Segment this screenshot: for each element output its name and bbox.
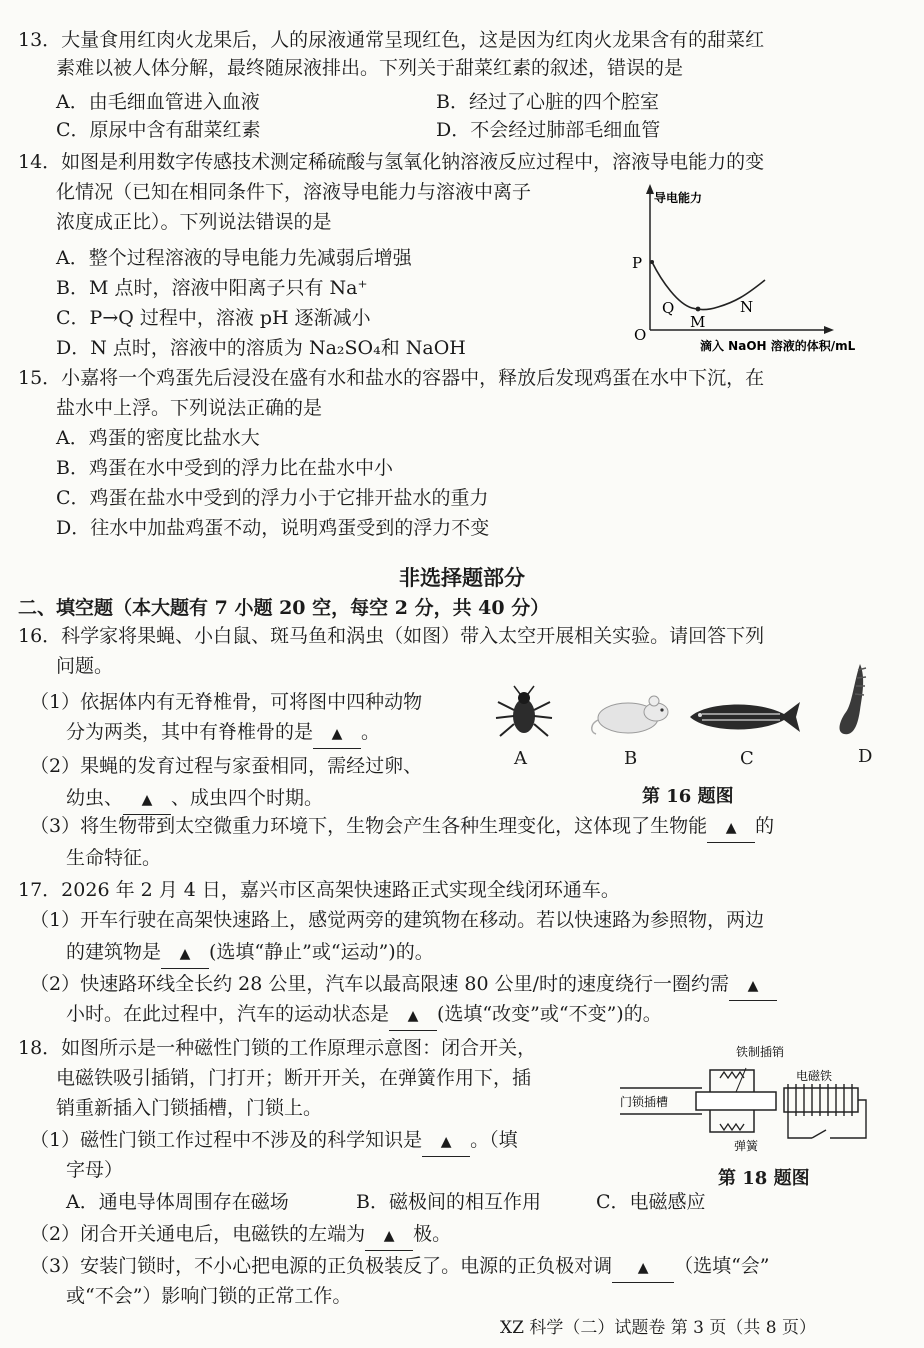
point-q-label: Q <box>662 299 675 317</box>
q13-stem-line1: 13．大量食用红肉火龙果后，人的尿液通常呈现红色，这是因为红肉火龙果含有的甜菜红 <box>18 29 765 51</box>
q16-sub1-line2 <box>66 718 380 749</box>
q16-answer-blank-3[interactable]: ▲ <box>707 814 755 843</box>
q17-answer-blank-3[interactable]: ▲ <box>389 1002 437 1031</box>
q15-option-a: A．鸡蛋的密度比盐水大 <box>56 427 260 449</box>
q18-sub2-text: （2）闭合开关通电后，电磁铁的左端为 <box>30 1223 366 1245</box>
q17-answer-blank-2[interactable]: ▲ <box>729 972 777 1001</box>
point-m-label: M <box>690 313 706 331</box>
switch <box>812 1130 826 1138</box>
q17-sub1-text: 的建筑物是 <box>66 941 162 963</box>
q18-sub1-text: （1）磁性门锁工作过程中不涉及的科学知识是 <box>30 1129 423 1151</box>
x-axis-arrow <box>824 326 834 334</box>
part2-title: 二、填空题（本大题有 7 小题 20 空，每空 2 分，共 40 分） <box>18 597 550 619</box>
q18-door-lock-diagram <box>616 1042 886 1160</box>
q14-stem-line2: 化情况（已知在相同条件下，溶液导电能力与溶液中离子 <box>56 181 532 203</box>
point-p-label: P <box>632 254 643 272</box>
q18-sub2-end: 极。 <box>413 1223 452 1245</box>
q18-answer-blank-1[interactable]: ▲ <box>422 1128 470 1157</box>
electromagnet-core <box>784 1088 858 1112</box>
q17-sub1-line2 <box>66 938 434 969</box>
q18-figure-caption: 第 18 题图 <box>718 1168 810 1189</box>
point-p-dot <box>650 260 654 264</box>
q17-sub2-line1 <box>30 970 777 1001</box>
q14-option-b: B．M 点时，溶液中阳离子只有 Na⁺ <box>56 277 368 299</box>
q16-answer-blank-2[interactable]: ▲ <box>123 786 171 815</box>
q16-sub2-line1: （2）果蝇的发育过程与家蚕相同，需经过卵、 <box>30 755 423 777</box>
electromagnet-coil <box>788 1084 852 1116</box>
lock-slot-label: 门锁插槽 <box>620 1095 669 1109</box>
q16-sub2-line2 <box>66 784 323 815</box>
q16-sub2-text: 幼虫、 <box>66 787 124 809</box>
q14-option-d: D．N 点时，溶液中的溶质为 Na₂SO₄和 NaOH <box>56 337 466 359</box>
q16-sub1-line1: （1）依据体内有无脊椎骨，可将图中四种动物 <box>30 691 423 713</box>
q16-label-b: B <box>624 748 638 769</box>
white-mouse-image <box>588 688 672 738</box>
q17-sub2-text: （2）快速路环线全长约 28 公里，汽车以最高限速 80 公里/时的速度绕行一圈约需 <box>30 973 730 995</box>
q15-option-c: C．鸡蛋在盐水中受到的浮力小于它排开盐水的重力 <box>56 487 489 509</box>
q17-answer-blank-1[interactable]: ▲ <box>161 940 209 969</box>
q18-answer-blank-3[interactable]: ▲ <box>612 1254 674 1283</box>
q16-sub1-text: 分为两类，其中有脊椎骨的是 <box>66 721 314 743</box>
q16-label-a: A <box>514 748 527 769</box>
q16-stem-line2: 问题。 <box>56 655 114 677</box>
q18-sub2 <box>30 1220 451 1251</box>
q18-sub1-line1 <box>30 1126 518 1157</box>
q17-sub2-line2 <box>66 1000 662 1031</box>
q18-sub3-end: （选填“会” <box>674 1255 770 1277</box>
q16-sub3-text: （3）将生物带到太空微重力环境下，生物会产生各种生理变化，这体现了生物能 <box>30 815 708 837</box>
q13-stem-line2: 素难以被人体分解，最终随尿液排出。下列关于甜菜红素的叙述，错误的是 <box>56 57 684 79</box>
q18-sub3-line2: 或“不会”）影响门锁的正常工作。 <box>66 1285 352 1307</box>
q16-figure-caption: 第 16 题图 <box>642 786 734 807</box>
q15-stem-line1: 15．小嘉将一个鸡蛋先后浸没在盛有水和盐水的容器中，释放后发现鸡蛋在水中下沉，在 <box>18 367 765 389</box>
q16-label-c: C <box>740 748 754 769</box>
q18-option-b: B．磁极间的相互作用 <box>356 1191 541 1213</box>
q18-sub3-text: （3）安装门锁时，不小心把电源的正负极装反了。电源的正负极对调 <box>30 1255 613 1277</box>
q18-option-a: A．通电导体周围存在磁场 <box>66 1191 289 1213</box>
q18-sub3-line1 <box>30 1252 770 1283</box>
q14-stem-line3: 浓度成正比）。下列说法错误的是 <box>56 211 332 233</box>
iron-pin <box>696 1092 776 1110</box>
q16-stem-line1: 16．科学家将果蝇、小白鼠、斑马鱼和涡虫（如图）带入太空开展相关实验。请回答下列 <box>18 625 765 647</box>
q14-stem-line1: 14．如图是利用数字传感技术测定稀硫酸与氢氧化钠溶液反应过程中，溶液导电能力的变 <box>18 151 765 173</box>
q18-sub1-end: 。（填 <box>470 1129 518 1151</box>
y-axis-label: 导电能力 <box>654 191 703 205</box>
q17-sub1-end: (选填“静止”或“运动”)的。 <box>209 941 434 963</box>
q16-answer-blank-1[interactable]: ▲ <box>313 720 361 749</box>
q15-stem-line2: 盐水中上浮。下列说法正确的是 <box>56 397 323 419</box>
q16-sub1-end: 。 <box>361 721 381 743</box>
y-axis-arrow <box>646 184 654 194</box>
spring-label: 弹簧 <box>734 1139 759 1153</box>
zebrafish-image <box>684 696 804 738</box>
q15-option-b: B．鸡蛋在水中受到的浮力比在盐水中小 <box>56 457 393 479</box>
q13-option-b: B．经过了心脏的四个腔室 <box>436 91 659 113</box>
pin-label-leader <box>736 1068 746 1092</box>
origin-label: O <box>634 326 647 344</box>
point-m-dot <box>696 307 701 312</box>
q14-option-c: C．P→Q 过程中，溶液 pH 逐渐减小 <box>56 307 371 329</box>
q18-stem-line3: 销重新插入门锁插槽，门锁上。 <box>56 1097 323 1119</box>
q14-option-a: A．整个过程溶液的导电能力先减弱后增强 <box>56 247 412 269</box>
q18-stem-line2: 电磁铁吸引插销，门打开；断开开关，在弹簧作用下，插 <box>56 1067 532 1089</box>
q13-option-a: A．由毛细血管进入血液 <box>56 91 260 113</box>
q16-sub2-end: 、成虫四个时期。 <box>171 787 324 809</box>
flatworm-image <box>832 660 876 740</box>
q18-stem-line1: 18．如图所示是一种磁性门锁的工作原理示意图：闭合开关， <box>18 1037 537 1059</box>
q13-option-d: D．不会经过肺部毛细血管 <box>436 119 661 141</box>
fruit-fly-image <box>492 684 556 744</box>
q17-sub2-end: (选填“改变”或“不变”)的。 <box>437 1003 662 1025</box>
iron-pin-label: 铁制插销 <box>736 1045 785 1059</box>
q16-sub3-line2: 生命特征。 <box>66 847 162 869</box>
circuit-wire <box>788 1100 866 1138</box>
q17-sub1-line1: （1）开车行驶在高架快速路上，感觉两旁的建筑物在移动。若以快速路为参照物，两边 <box>30 909 765 931</box>
electromagnet-label: 电磁铁 <box>796 1069 833 1083</box>
section-title: 非选择题部分 <box>399 565 525 590</box>
q14-conductivity-graph <box>620 182 890 357</box>
q18-sub1-line2: 字母） <box>66 1159 124 1181</box>
q15-option-d: D．往水中加盐鸡蛋不动，说明鸡蛋受到的浮力不变 <box>56 517 490 539</box>
q16-sub3-end: 的 <box>755 815 775 837</box>
q13-option-c: C．原尿中含有甜菜红素 <box>56 119 261 141</box>
q17-stem: 17．2026 年 2 月 4 日，嘉兴市区高架快速路正式实现全线闭环通车。 <box>18 879 620 901</box>
point-n-label: N <box>740 298 754 316</box>
q18-option-c: C．电磁感应 <box>596 1191 706 1213</box>
q16-label-d: D <box>858 746 873 767</box>
x-axis-label: 滴入 NaOH 溶液的体积/mL <box>700 339 856 353</box>
page-footer: XZ 科学（二）试题卷 第 3 页（共 8 页） <box>500 1318 816 1338</box>
q18-answer-blank-2[interactable]: ▲ <box>365 1222 413 1251</box>
q17-sub2-text2: 小时。在此过程中，汽车的运动状态是 <box>66 1003 390 1025</box>
q16-sub3-line1 <box>30 812 774 843</box>
